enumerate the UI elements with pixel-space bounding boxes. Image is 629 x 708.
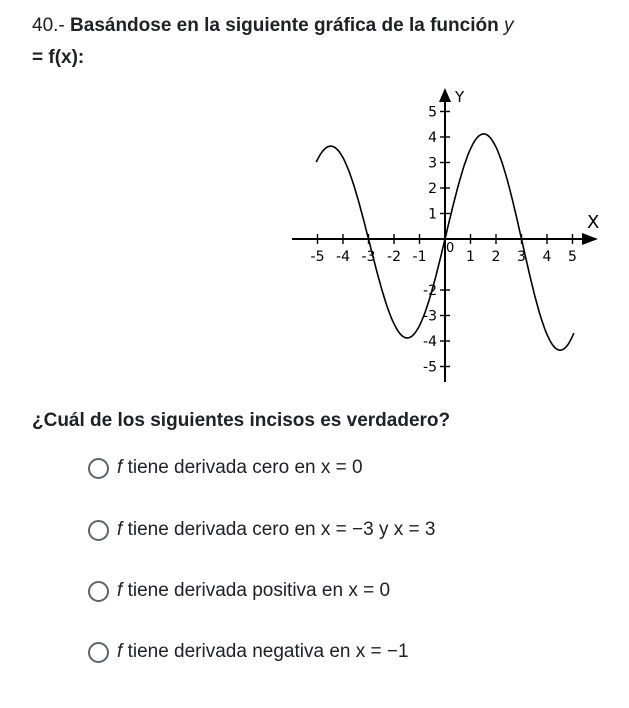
x-axis-label: X bbox=[587, 212, 600, 233]
option-f: f bbox=[117, 457, 123, 478]
radio-circle-icon[interactable] bbox=[88, 581, 109, 602]
origin-label: 0 bbox=[446, 241, 455, 256]
option-text: tiene derivada cero en bbox=[127, 457, 316, 478]
graph-svg bbox=[288, 82, 608, 404]
y-tick-label: 5 bbox=[428, 104, 437, 121]
x-tick-label: -1 bbox=[412, 249, 427, 265]
y-tick-label: 3 bbox=[428, 155, 437, 172]
x-tick-label: 4 bbox=[542, 249, 552, 265]
x-tick-label: 3 bbox=[517, 249, 526, 265]
y-axis-label: Y bbox=[455, 88, 465, 106]
option-math: x = 0 bbox=[348, 580, 391, 601]
question-prompt: ¿Cuál de los siguientes incisos es verdadero? bbox=[32, 410, 451, 431]
option-math: x = −3 y x = 3 bbox=[320, 519, 436, 540]
question-text bbox=[32, 10, 592, 74]
function-graph bbox=[288, 82, 608, 404]
question-statement: Basándose en la siguiente gráfica de la función bbox=[70, 15, 499, 36]
option-f: f bbox=[117, 580, 123, 601]
question-number: 40.- bbox=[32, 15, 65, 36]
option-f: f bbox=[117, 641, 123, 662]
x-axis-arrow bbox=[582, 233, 598, 245]
y-tick-label: -5 bbox=[423, 359, 437, 376]
option-d[interactable] bbox=[88, 637, 409, 667]
y-tick-label: -2 bbox=[423, 283, 437, 299]
question-var-y: y bbox=[503, 15, 514, 36]
x-tick-label: 5 bbox=[568, 249, 577, 265]
radio-circle-icon[interactable] bbox=[88, 458, 109, 479]
y-tick-label: -3 bbox=[423, 308, 437, 325]
question-equation: = f(x): bbox=[32, 47, 85, 68]
option-b[interactable] bbox=[88, 515, 435, 545]
option-math: x = −1 bbox=[355, 641, 409, 662]
option-text: tiene derivada cero en bbox=[127, 519, 316, 540]
y-tick-label: 2 bbox=[428, 181, 437, 197]
x-tick-label: -2 bbox=[387, 249, 401, 265]
option-c[interactable] bbox=[88, 576, 390, 606]
y-tick-label: 1 bbox=[428, 206, 437, 223]
x-tick-label: -5 bbox=[310, 249, 325, 265]
radio-circle-icon[interactable] bbox=[88, 642, 109, 663]
x-tick-label: 1 bbox=[466, 249, 475, 265]
option-text: tiene derivada positiva en bbox=[127, 580, 344, 601]
option-text: tiene derivada negativa en bbox=[127, 641, 351, 662]
option-a[interactable] bbox=[88, 453, 363, 483]
x-tick-label: 2 bbox=[491, 249, 501, 265]
option-f: f bbox=[117, 519, 123, 540]
y-tick-label: 4 bbox=[428, 130, 437, 146]
y-axis-arrow bbox=[439, 88, 451, 102]
y-tick-label: -4 bbox=[423, 334, 437, 350]
x-tick-label: -4 bbox=[336, 249, 350, 265]
x-tick-label: -3 bbox=[361, 249, 376, 265]
option-math: x = 0 bbox=[320, 457, 363, 478]
radio-circle-icon[interactable] bbox=[88, 520, 109, 541]
